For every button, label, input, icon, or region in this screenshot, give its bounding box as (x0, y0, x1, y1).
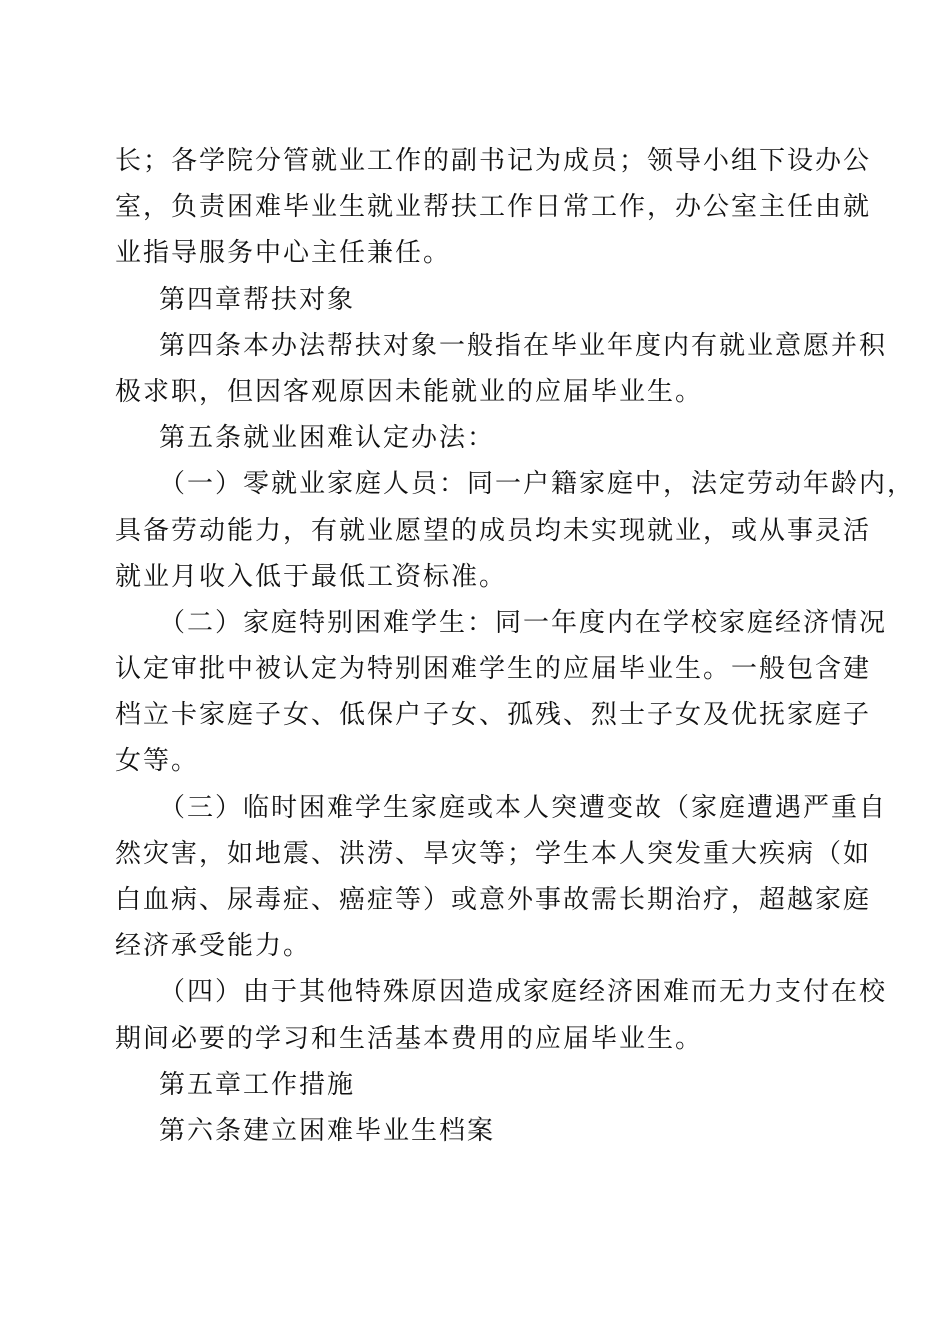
text-line: 业指导服务中心主任兼任。 (115, 238, 452, 269)
document-page (115, 138, 916, 1154)
text-line: 经济承受能力。 (115, 931, 312, 962)
article-text: 第五条就业困难认定办法： (159, 423, 496, 454)
chapter-heading: 第五章工作措施 (159, 1069, 356, 1100)
text-line: 就业月收入低于最低工资标准。 (115, 561, 508, 592)
text-line: 具备劳动能力，有就业愿望的成员均未实现就业，或从事灵活 (115, 515, 872, 546)
list-item-text: （二）家庭特别困难学生：同一年度内在学校家庭经济情况 (159, 607, 888, 638)
text-line: 长；各学院分管就业工作的副书记为成员；领导小组下设办公 (115, 146, 872, 176)
text-line: 期间必要的学习和生活基本费用的应届毕业生。 (115, 1023, 704, 1054)
article-text: 第四条本办法帮扶对象一般指在毕业年度内有就业意愿并积 (159, 330, 888, 361)
text-line: 女等。 (115, 746, 200, 777)
list-item-text: （四）由于其他特殊原因造成家庭经济困难而无力支付在校 (159, 977, 888, 1008)
list-item-text: （三）临时困难学生家庭或本人突遭变故（家庭遭遇严重自 (159, 792, 888, 823)
text-line: 然灾害，如地震、洪涝、旱灾等；学生本人突发重大疾病（如 (115, 838, 872, 869)
text-line: 白血病、尿毒症、癌症等）或意外事故需长期治疗，超越家庭 (115, 885, 872, 915)
chapter-heading: 第四章帮扶对象 (159, 284, 356, 315)
article-text: 第六条建立困难毕业生档案 (159, 1115, 496, 1146)
list-item-text: （一）零就业家庭人员：同一户籍家庭中，法定劳动年龄内， (159, 469, 916, 500)
text-line: 室，负责困难毕业生就业帮扶工作日常工作，办公室主任由就 (115, 192, 872, 223)
text-line: 档立卡家庭子女、低保户子女、孤残、烈士子女及优抚家庭子 (115, 700, 872, 731)
text-line: 极求职，但因客观原因未能就业的应届毕业生。 (115, 376, 704, 407)
text-line: 认定审批中被认定为特别困难学生的应届毕业生。一般包含建 (115, 654, 872, 685)
